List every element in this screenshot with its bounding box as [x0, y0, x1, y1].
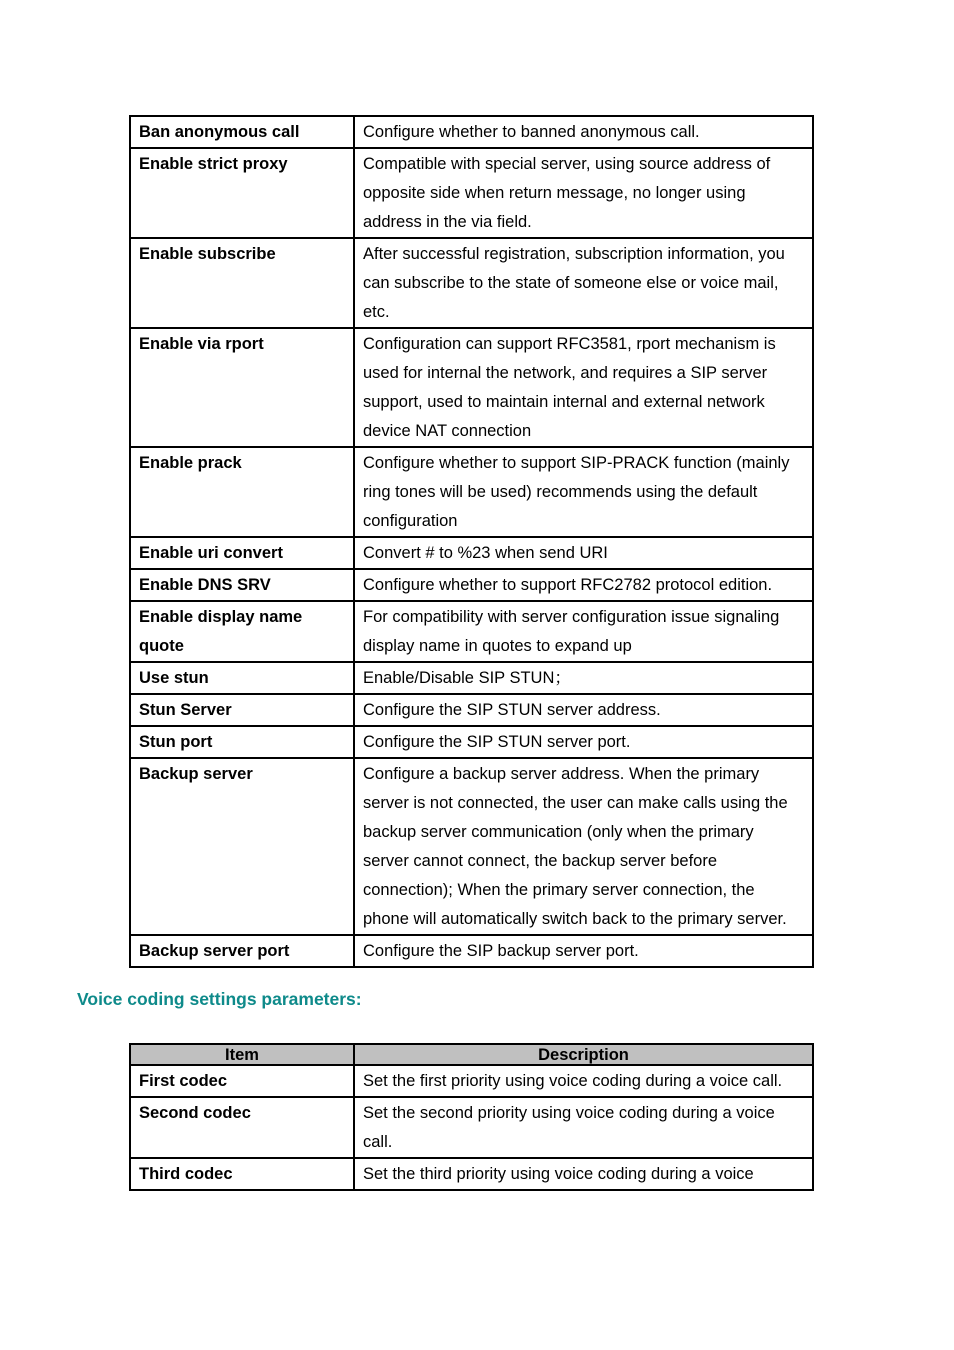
item-cell: Use stun: [130, 662, 354, 694]
description-cell: Enable/Disable SIP STUN；: [354, 662, 813, 694]
voice-codec-table: [129, 1043, 814, 1191]
table-row: [130, 1065, 813, 1097]
table-row: [130, 662, 813, 694]
item-cell: Ban anonymous call: [130, 116, 354, 148]
table-row: [130, 694, 813, 726]
item-cell: Enable display name quote: [130, 601, 354, 662]
table-row: [130, 758, 813, 935]
table-row: [130, 726, 813, 758]
table-row: [130, 447, 813, 537]
table-row: [130, 148, 813, 238]
item-cell: Stun Server: [130, 694, 354, 726]
description-cell: For compatibility with server configuration issue signaling display name in quotes to expand up: [354, 601, 813, 662]
description-cell: Configure the SIP STUN server port.: [354, 726, 813, 758]
table-row: [130, 601, 813, 662]
description-cell: Compatible with special server, using source address of opposite side when return message, no longer using address in the via field.: [354, 148, 813, 238]
item-cell: Enable uri convert: [130, 537, 354, 569]
description-cell: Set the third priority using voice coding during a voice: [354, 1158, 813, 1190]
item-cell: Enable via rport: [130, 328, 354, 447]
item-cell: First codec: [130, 1065, 354, 1097]
item-cell: Stun port: [130, 726, 354, 758]
item-cell: Enable strict proxy: [130, 148, 354, 238]
table-row: [130, 537, 813, 569]
description-cell: Configure whether to support RFC2782 protocol edition.: [354, 569, 813, 601]
item-cell: Third codec: [130, 1158, 354, 1190]
description-cell: Set the second priority using voice coding during a voice call.: [354, 1097, 813, 1158]
item-cell: Backup server: [130, 758, 354, 935]
description-cell: Configure whether to banned anonymous call.: [354, 116, 813, 148]
table-row: [130, 328, 813, 447]
table-header-row: [130, 1044, 813, 1065]
description-cell: Configure the SIP backup server port.: [354, 935, 813, 967]
description-cell: After successful registration, subscription information, you can subscribe to the state of someone else or voice mail, etc.: [354, 238, 813, 328]
table-row: [130, 1158, 813, 1190]
description-cell: Configure the SIP STUN server address.: [354, 694, 813, 726]
column-header-description: Description: [354, 1044, 813, 1065]
section-heading: Voice coding settings parameters:: [77, 989, 362, 1009]
table-row: [130, 116, 813, 148]
column-header-item: Item: [130, 1044, 354, 1065]
description-cell: Configuration can support RFC3581, rport mechanism is used for internal the network, and requires a SIP server support, used to maintain internal and external network device NAT connection: [354, 328, 813, 447]
description-cell: Convert # to %23 when send URI: [354, 537, 813, 569]
description-cell: Set the first priority using voice coding during a voice call.: [354, 1065, 813, 1097]
item-cell: Enable subscribe: [130, 238, 354, 328]
item-cell: Second codec: [130, 1097, 354, 1158]
table-row: [130, 569, 813, 601]
sip-parameters-table: [129, 115, 814, 968]
item-cell: Enable prack: [130, 447, 354, 537]
description-cell: Configure a backup server address. When the primary server is not connected, the user can make calls using the backup server communication (only when the primary server cannot connect, the backup server before connection); When the primary server connection, the phone will automatically switch back to the primary server.: [354, 758, 813, 935]
item-cell: Backup server port: [130, 935, 354, 967]
description-cell: Configure whether to support SIP-PRACK function (mainly ring tones will be used) recommends using the default configuration: [354, 447, 813, 537]
table-row: [130, 1097, 813, 1158]
item-cell: Enable DNS SRV: [130, 569, 354, 601]
table-row: [130, 238, 813, 328]
table-row: [130, 935, 813, 967]
